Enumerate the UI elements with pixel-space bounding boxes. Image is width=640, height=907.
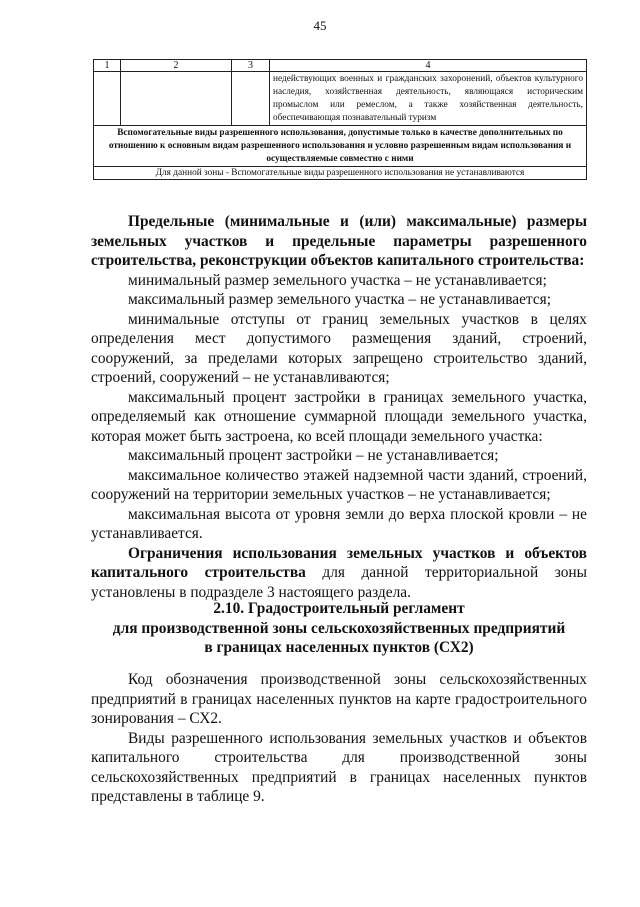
table-cell-description: недействующих военных и гражданских захоронений, объектов культурного наследия, хозяйственная деятельность, являющаяся историческим промыслом или ремеслом, а также хозяйственная деятельность, обеспечивающая познавательный туризм [270,72,587,126]
limit-item: максимальный размер земельного участка – не устанавливается; [128,291,552,308]
restrictions-text: для данной территориальной зоны установлены в подразделе 3 настоящего раздела. [91,564,587,601]
table-cell [121,72,232,126]
section-heading [91,599,587,658]
zone-code-paragraph: Код обозначения производственной зоны сельскохозяйственных предприятий в границах населенных пунктов на карте градостроительного зонирования – СХ2. [91,671,587,727]
section-title-line: в границах населенных пунктов (СХ2) [204,639,474,656]
table-cell [94,72,121,126]
limit-item: максимальный процент застройки в границах земельного участка, определяемый как отношение суммарной площади земельного участка, которая может быть застроена, ко всей площади земельного участка: [91,388,587,445]
zone-uses-paragraph: Виды разрешенного использования земельных участков и объектов капитального строительства для производственной зоны сельскохозяйственных предприятий в границах населенных пунктов представлены в таблице 9. [91,729,587,805]
restrictions-paragraph [91,544,587,603]
limits-heading: Предельные (минимальные и (или) максимальные) размеры земельных участков и предельные параметры разрешенного строительства, реконструкции объектов капитального строительства: [91,213,587,269]
limit-item: минимальный размер земельного участка – не устанавливается; [128,271,547,289]
table-header-cell: 1 [94,60,121,72]
auxiliary-uses-heading: Вспомогательные виды разрешенного использования, допустимые только в качестве дополнительных по отношению к основным видам разрешенного использования и условно разрешенным видам использования и осуществляемые совместно с ними [94,126,587,167]
table-row [94,126,587,167]
page-number: 45 [313,18,327,33]
section-title-line: 2.10. Градостроительный регламент [213,600,465,617]
table-header-cell: 4 [270,60,587,72]
zone-description [91,670,587,807]
limits-section [91,212,587,602]
permitted-use-table [93,59,587,180]
restrictions-bold: Ограничения использования земельных участков и объектов капитального строительства [91,544,587,581]
limit-item: минимальные отступы от границ земельных участков в целях определения мест допустимого размещения зданий, строений, сооружений, за пределами которых запрещено строительство зданий, строений, сооружений – не устанавливаются; [91,310,587,386]
table-row [94,72,587,126]
limit-item: максимальная высота от уровня земли до верха плоской кровли – не устанавливается. [91,505,587,542]
limit-item: максимальный процент застройки – не устанавливается; [128,447,499,464]
limit-item: максимальное количество этажей надземной части зданий, строений, сооружений на территории земельных участков – не устанавливается; [91,466,587,503]
auxiliary-uses-note: Для данной зоны - Вспомогательные виды разрешенного использования не устанавливаются [94,167,587,180]
table-row [94,167,587,180]
table-cell [232,72,270,126]
table-header-cell: 3 [232,60,270,72]
table-header-cell: 2 [121,60,232,72]
section-title-line: для производственной зоны сельскохозяйственных предприятий [112,619,566,637]
table-header-row [94,60,587,72]
